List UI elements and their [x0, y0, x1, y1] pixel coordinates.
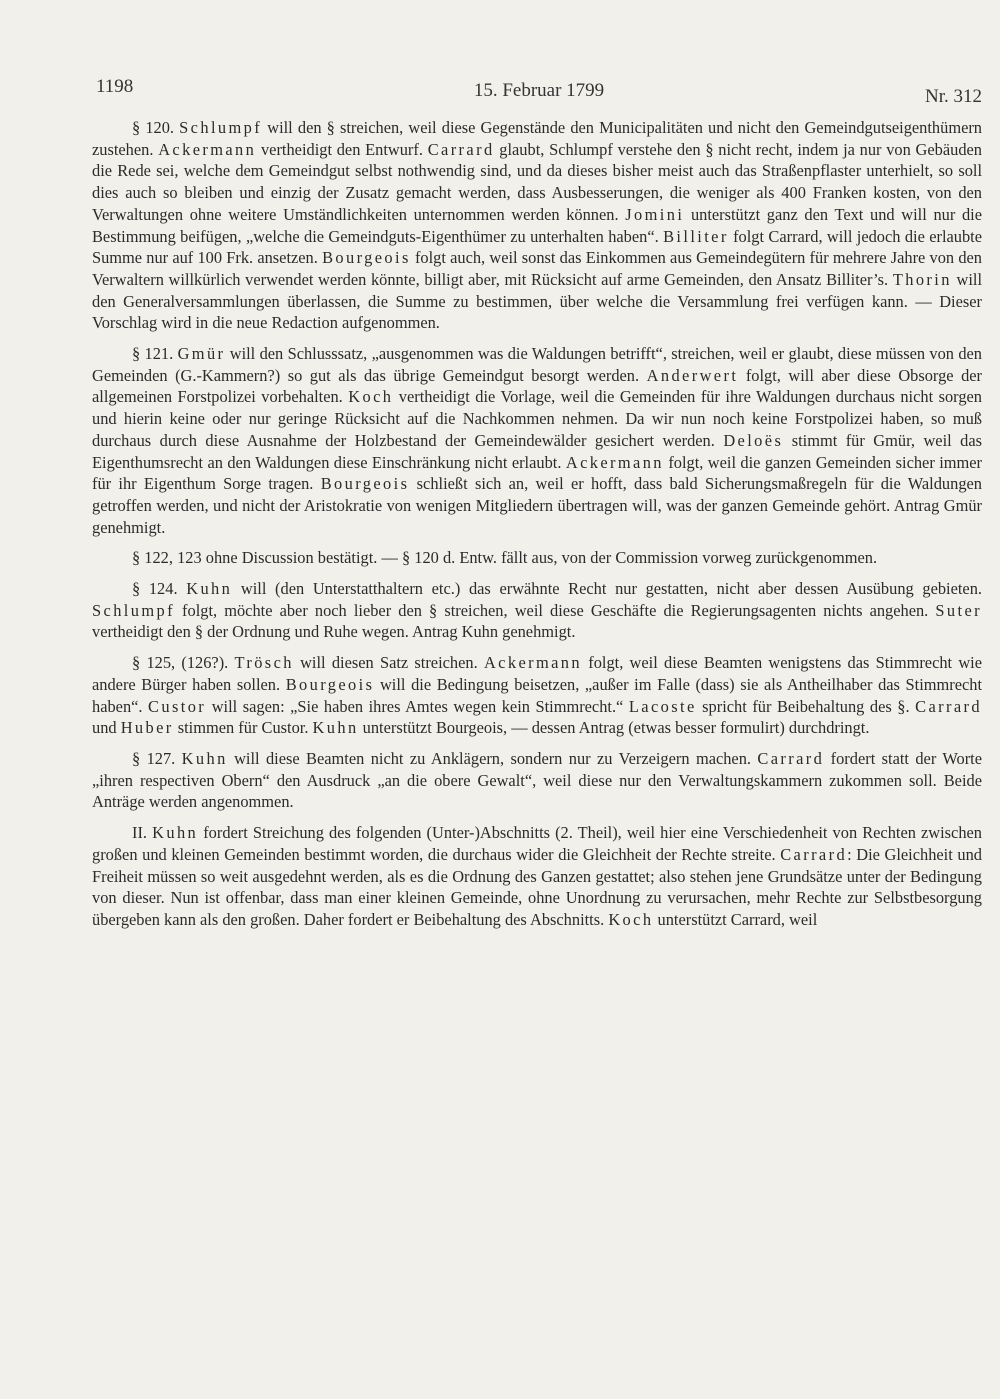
paragraph-text: fordert statt der Worte „ihren respectiven Obern“ den Ausdruck „an die obere Gewalt“, weil diese nur den Verwaltungskammern zukommen soll. Beide Anträge werden angenommen. [92, 748, 983, 812]
speaker-name: Gmür [177, 344, 226, 364]
paragraph-text: will den Generalversammlungen überlassen, die Summe zu bestimmen, über welche die Versammlung frei verfügen kann. — Dieser Vorschlag wird in die neue Redaction aufgenommen. [92, 269, 983, 333]
speaker-name: Lacoste [628, 696, 697, 716]
speaker-name: Koch [348, 387, 394, 407]
speaker-name: Bourgeois [322, 248, 411, 268]
paragraph-text: folgt, weil die ganzen Gemeinden sicher immer für ihr Eigenthum Sorge tragen. [92, 452, 982, 494]
paragraph-text: § 121. [132, 344, 178, 364]
header-date: 15. Februar 1799 [473, 80, 605, 101]
document-number: Nr. 312 [925, 86, 982, 107]
paragraph-text: folgt Carrard, will jedoch die erlaubte Summe nur auf 100 Frk. ansetzen. [92, 226, 983, 268]
paragraph-II [92, 822, 982, 931]
speaker-name: Schlumpf [92, 600, 175, 620]
paragraph-text: will diesen Satz streichen. [293, 653, 484, 673]
speaker-name: Thorin [892, 269, 952, 289]
paragraph-text: und [92, 718, 121, 738]
paragraph-text: II. [132, 823, 153, 843]
paragraph-text: unterstützt Carrard, weil [653, 909, 818, 929]
paragraph-text: will die Bedingung beisetzen, „außer im Falle (dass) sie als Antheilhaber das Stimmrecht haben“. [92, 674, 983, 716]
paragraph-text: : Die Gleichheit und Freiheit müssen so weit ausgedehnt werden, als es die Ordnung des Ganzen gestattet; also stehen jene Grundsätze unter der Bedingung von dieser. Nun ist offenbar, dass man einer kleinen Gemeinde, ohne Unordnung zu verursachen, mehr Rechte zur Selbstbesorgung übergeben kann als den großen. Daher fordert er Beibehaltung des Abschnitts. [92, 844, 982, 929]
speaker-name: Ackermann [483, 653, 582, 673]
paragraph-text: glaubt, Schlumpf verstehe den § nicht recht, indem ja nur von Gebäuden die Rede sei, welche dem Gemeindgut selbst nothwendig sind, und da dieses bisher meist auch das Straßenpflaster unterhielt, so soll dies auch so bleiben und einzig der Zusatz gemacht werden, dass Ausbesserungen, die weniger als 400 Franken kosten, von den Verwaltungen ohne weitere Umständlichkeiten unternommen werden können. [92, 139, 982, 224]
paragraph-text: § 125, (126?). [132, 653, 235, 673]
paragraph-text: unterstützt Bourgeois, — dessen Antrag (etwas besser formulirt) durchdringt. [358, 718, 870, 738]
speaker-name: Custor [148, 696, 207, 716]
paragraph-127 [92, 748, 982, 813]
speaker-name: Jomini [625, 204, 685, 224]
paragraph-text: will sagen: „Sie haben ihres Amtes wegen kein Stimmrecht.“ [206, 696, 629, 716]
speaker-name: Kuhn [186, 579, 233, 599]
speaker-name: Schlumpf [179, 118, 263, 137]
paragraph-text: § 127. [132, 748, 182, 768]
speaker-name: Billiter [663, 226, 729, 246]
paragraph-text: stimmen für Custor. [173, 718, 313, 738]
paragraph-text: § 120. [132, 118, 180, 137]
page-header [96, 76, 982, 106]
paragraph-text: fordert Streichung des folgenden (Unter-)Abschnitts (2. Theil), weil hier eine Verschiedenheit von Rechten zwischen großen und kleinen Gemeinden bestimmt worden, die durchaus wider die Gleichheit der Rechte streite. [92, 823, 982, 864]
paragraph-text: § 124. [132, 579, 187, 599]
speaker-name: Huber [120, 718, 174, 738]
speaker-name: Suter [935, 600, 982, 620]
paragraph-text: stimmt für Gmür, weil das Eigenthumsrecht an den Waldungen diese Einschränkung nicht erlaubt. [92, 430, 982, 472]
paragraph-text: spricht für Beibehaltung des §. [696, 696, 916, 716]
speaker-name: Bourgeois [320, 474, 410, 494]
paragraph-125 [92, 652, 982, 739]
speaker-name: Kuhn [152, 823, 199, 843]
paragraph-text: vertheidigt den § der Ordnung und Ruhe wegen. Antrag Kuhn genehmigt. [92, 622, 576, 642]
paragraph-text: folgt, weil diese Beamten wenigstens das Stimmrecht wie andere Bürger haben sollen. [92, 653, 983, 694]
paragraph-text: will (den Unterstatthaltern etc.) das erwähnte Recht nur gestatten, nicht aber dessen Ausübung gebieten. [232, 579, 982, 599]
speaker-name: Bourgeois [285, 674, 375, 694]
speaker-name: Anderwert [646, 365, 739, 385]
paragraph-text: § 122, 123 ohne Discussion bestätigt. — § 120 d. Entw. fällt aus, von der Commission vorweg zurückgenommen. [132, 548, 878, 568]
speaker-name: Carrard [780, 844, 848, 864]
speaker-name: Ackermann [158, 139, 257, 159]
speaker-name: Carrard [915, 696, 982, 716]
speaker-name: Carrard [427, 139, 495, 159]
document-body [92, 117, 982, 931]
paragraph-text: folgt auch, weil sonst das Einkommen aus Gemeindegütern für mehrere Jahre von den Verwaltern willkürlich verwendet werden könnte, billigt aber, mit Rücksicht auf arme Gemeinden, den Ansatz Billiter’s. [92, 248, 982, 289]
paragraph-text: will den Schlusssatz, „ausgenommen was die Waldungen betrifft“, streichen, weil er glaubt, diese müssen von den Gemeinden (G.-Kammern?) so gut als das übrige Gemeindgut besorgt werden. [92, 344, 982, 385]
paragraph-122-123 [92, 547, 982, 569]
speaker-name: Koch [608, 909, 654, 929]
speaker-name: Kuhn [312, 718, 359, 738]
speaker-name: Carrard [757, 748, 825, 768]
speaker-name: Kuhn [181, 748, 228, 768]
speaker-name: Deloës [723, 430, 784, 450]
paragraph-text: will diese Beamten nicht zu Anklägern, sondern nur zu Verzeigern machen. [227, 748, 758, 768]
paragraph-120 [92, 117, 982, 334]
paragraph-text: unterstützt ganz den Text und will nur die Bestimmung beifügen, „welche die Gemeindguts-Eigenthümer zu unterhalten haben“. [92, 204, 982, 246]
speaker-name: Trösch [234, 653, 294, 673]
paragraph-text: folgt, will aber diese Obsorge der allgemeinen Forstpolizei vorbehalten. [92, 365, 982, 407]
paragraph-text: vertheidigt die Vorlage, weil die Gemeinden für ihre Waldungen durchaus nicht sorgen und hierin keine oder nur geringe Rücksicht auf die Nachkommen nehmen. Da wir nun noch keine Forstpolizei haben, so muß durchaus durch diese Ausnahme der Holzbestand der Gemeindewälder gesichert werden. [92, 387, 982, 450]
paragraph-121 [92, 343, 982, 538]
paragraph-text: vertheidigt den Entwurf. [256, 139, 428, 159]
paragraph-text: folgt, möchte aber noch lieber den § streichen, weil diese Geschäfte die Regierungsagenten nichts angehen. [174, 600, 936, 620]
paragraph-text: will den § streichen, weil diese Gegenstände den Municipalitäten und nicht den Gemeindgutseigenthümern zustehen. [92, 118, 982, 159]
paragraph-text: schließt sich an, weil er hofft, dass bald Sicherungsmaßregeln für die Waldungen getroffen werden, und nicht der Aristokratie von wenigen Mitgliedern übertragen will, was der ganzen Gemeinde gehört. Antrag Gmür genehmigt. [92, 474, 982, 537]
speaker-name: Ackermann [565, 452, 664, 472]
paragraph-124 [92, 578, 982, 643]
page-number: 1198 [96, 76, 134, 97]
